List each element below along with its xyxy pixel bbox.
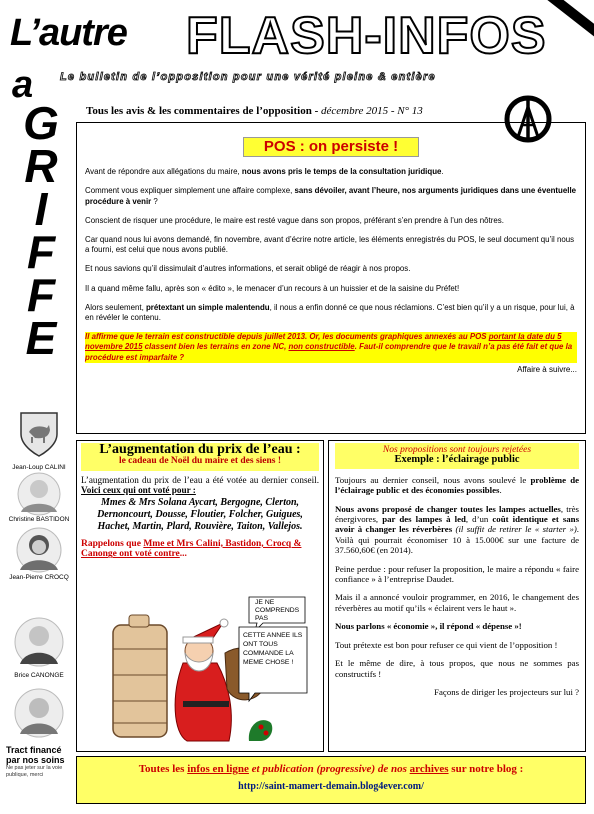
griffe-letter: F — [26, 269, 56, 321]
member-name: Brice CANONGE — [14, 672, 64, 679]
blog-footer — [76, 756, 586, 804]
text-italic: (il suffit de retirer le « starter ») — [452, 524, 577, 535]
text-underlined: non constructible — [288, 342, 355, 352]
text-bold: problème de l’éclairage public et des économies possibles — [335, 474, 579, 496]
main-paragraph: Conscient de risquer une procédure, le maire est resté vague dans son propos, préférant s’en prendre à l’un des nôtres. — [85, 215, 504, 225]
lighting-paragraph — [335, 475, 579, 496]
text-underlined: Mme et Mrs Calini, Bastidon, Crocq & Canonge ont voté contre — [81, 538, 302, 560]
lighting-paragraph: Et le même de dire, à tous propos, que nous ne sommes pas constructifs ! — [335, 658, 579, 679]
main-article-title: POS : on persiste ! — [243, 137, 419, 157]
blog-url-link[interactable]: http://saint-mamert-demain.blog4ever.com/ — [238, 781, 424, 792]
footer-line — [77, 763, 585, 775]
main-paragraph: Et nous savions qu’il dissimulait d’autres informations, et serait obligé de réagir à nos propos. — [85, 264, 411, 274]
street-lighting-title: Nos propositions sont toujours rejetées — [382, 445, 532, 455]
main-highlight-paragraph — [85, 332, 577, 363]
text-underlined: portant la date du 5 novembre 2015 — [85, 332, 562, 352]
speech-bubble-2-text: CETTE ANNEE ILS ONT TOUS COMMANDE LA MEME CHOSE ! — [243, 632, 303, 666]
griffe-letter: I — [34, 183, 48, 235]
main-paragraph — [85, 303, 577, 323]
main-paragraph — [85, 186, 577, 206]
water-tank-drawing — [113, 615, 167, 737]
member-card — [0, 612, 78, 679]
text: Avant de répondre aux allégations du maire, — [85, 167, 242, 177]
text: L’augmentation du prix de l’eau a été votée au dernier conseil. — [81, 474, 319, 485]
tract-title: Tract financé par nos soins — [6, 745, 65, 765]
lighting-paragraph: Peine perdue : pour refuser la proposition, le maire a répondu « faire confiance » à l’entreprise Daudet. — [335, 563, 579, 585]
opposition-vote-note — [81, 539, 319, 560]
lighting-paragraph: Mais il a annoncé vouloir programmer, en 2016, le changement des réverbères au motif qu’ils « éclairent vers le haut ». — [335, 592, 579, 613]
water-price-header — [81, 443, 319, 471]
text-bold: Nous parlons « économie », il répond « dépense »! — [335, 621, 522, 632]
issue-line — [86, 105, 423, 117]
text: , très énergivores, — [335, 503, 579, 525]
masthead-letter-a: a — [12, 64, 34, 106]
lighting-paragraph — [335, 621, 579, 631]
main-article — [76, 122, 586, 434]
lighting-paragraph — [335, 504, 579, 556]
issue-heading: Tous les avis & les commentaires de l’opposition - — [86, 105, 319, 117]
member-card — [0, 472, 78, 523]
main-paragraph: Car quand nous lui avons demandé, fin novembre, avant d’écrire notre article, les éléments enregistrés du POS, le seul document qu’il nous a fourni, est celui que nous avons publié. — [85, 235, 575, 255]
portrait-bastidon — [12, 526, 66, 574]
text: . Voilà qui pourrait économiser 10 à 15.000€ sur une facture de 37.560,60€ (en 2014). — [335, 524, 579, 556]
main-paragraph — [85, 167, 577, 177]
portrait-calini — [12, 472, 66, 516]
griffe-letter: F — [26, 226, 56, 278]
text-bold: coût identique et sans avoir à changer les réverbères — [335, 514, 579, 535]
footer-infos-link[interactable]: infos en ligne — [187, 763, 249, 775]
text: Alors seulement, — [85, 302, 146, 312]
text-bold: nous avons pris le temps de la consultation juridique — [241, 167, 442, 177]
portrait-canonge-wrap — [12, 686, 66, 745]
text: sur notre blog : — [448, 763, 524, 775]
to-be-continued: Affaire à suivre... — [517, 364, 577, 374]
water-price-title: L’augmentation du prix de l’eau : — [99, 442, 301, 457]
text: , il nous a enfin donné ce que nous réclamions. C’est bien qu’il y a un risque, pour lui, à en révéler le contenu. — [85, 302, 575, 323]
text: classent bien les terrains en zone NC, — [142, 342, 289, 352]
issue-date: décembre 2015 - N° 13 — [320, 105, 423, 117]
text-bold: par des lampes à led — [382, 514, 466, 525]
text: . — [499, 485, 502, 496]
text-bold: prétextant un simple malentendu — [145, 302, 270, 312]
member-name: Christine BASTIDON — [8, 516, 70, 523]
text: ... — [179, 549, 187, 560]
text: . — [441, 167, 444, 177]
street-lighting-subtitle: Exemple : l’éclairage public — [394, 454, 520, 466]
text: et publication (progressive) de nos — [248, 763, 410, 775]
lighting-paragraph: Tout prétexte est bon pour refuser ce qui vient de l’opposition ! — [335, 639, 558, 650]
text: , d’un — [465, 514, 493, 525]
text: ? — [151, 196, 158, 206]
main-paragraph: Il a quand même fallu, après son « édito », le menacer d’un recours à un huissier et de la saisine du Préfet! — [85, 283, 460, 293]
text-underlined: Voici ceux qui ont voté pour : — [81, 485, 196, 496]
footer-archives-link[interactable]: archives — [409, 763, 449, 775]
town-crest-icon — [18, 410, 60, 458]
text: Toutes les — [138, 763, 188, 775]
member-card — [0, 464, 78, 471]
tract-subtitle: Ne pas jeter sur la voie publique, merci — [6, 765, 63, 778]
member-card — [0, 526, 78, 581]
masthead-lautre: L’autre — [10, 12, 127, 54]
portrait-crocq — [12, 612, 66, 672]
water-price-article — [76, 440, 324, 752]
text: Toujours au dernier conseil, nous avons soulevé le — [335, 474, 531, 485]
speech-bubble-1-text: JE NE COMPRENDS PAS — [255, 599, 300, 622]
text: Comment vous expliquer simplement une affaire complexe, — [85, 186, 295, 196]
masthead-tagline: Le bulletin de l’opposition pour une vérité pleine & entière — [60, 71, 436, 83]
santa-figure — [175, 619, 231, 741]
masthead-title: FLASH-INFOS — [186, 7, 547, 65]
street-lighting-header — [335, 443, 579, 469]
water-price-intro — [81, 475, 319, 496]
text-bold: sans dévoiler, avant l’heure, nos arguments juridiques dans une éventuelle procédure à venir — [85, 186, 577, 206]
water-price-subtitle: le cadeau de Noël du maire et des siens ! — [118, 455, 282, 466]
text-bold: Nous avons proposé de changer toutes les lampes actuelles — [335, 503, 561, 514]
portrait-canonge — [12, 686, 66, 740]
text: Rappelons que — [81, 538, 144, 549]
griffe-letter: G — [23, 97, 59, 149]
text: . Faut-il comprendre que le travail n’a pas été fait et que la procédure est imparfaite ? — [85, 342, 573, 362]
voters-list: Mmes & Mrs Solana Aycart, Bergogne, Clerton, Dernoncourt, Dousse, Floutier, Folcher, Guigues, Hachet, Martin, Plard, Rouvière, Taiton, Vallejos. — [97, 496, 303, 532]
street-lighting-article — [328, 440, 586, 752]
griffe-vertical-title — [12, 97, 70, 364]
member-name: Jean-Loup CALINI — [12, 464, 66, 471]
holly-drawing — [249, 720, 272, 741]
tract-notice — [6, 745, 76, 779]
griffe-letter: E — [25, 312, 57, 364]
member-name: Jean-Pierre CROCQ — [9, 574, 69, 581]
lighting-closing: Façons de diriger les projecteurs sur lui ? — [434, 686, 579, 697]
griffe-letter: R — [24, 140, 58, 192]
text: Il affirme que le terrain est constructible depuis juillet 2013. Or, les documents graphiques annexés au POS — [85, 332, 489, 342]
